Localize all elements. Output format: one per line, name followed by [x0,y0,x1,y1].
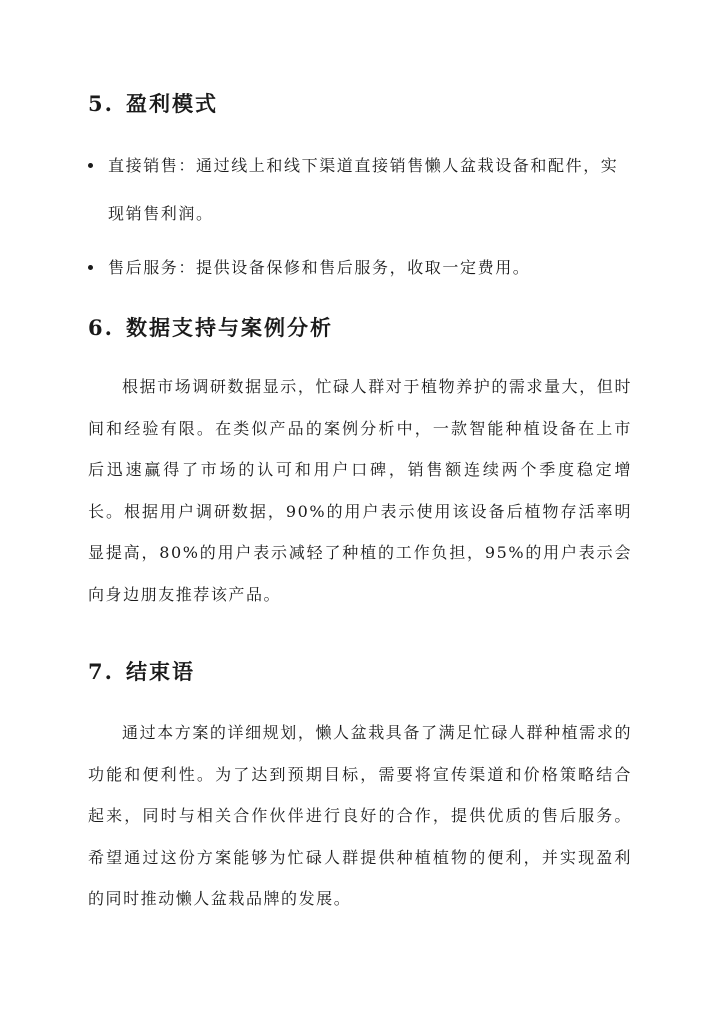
bullet-dot-icon [88,163,93,168]
data-analysis-paragraph: 根据市场调研数据显示，忙碌人群对于植物养护的需求量大，但时间和经验有限。在类似产品的案例分析中，一款智能种植设备在上市后迅速赢得了市场的认可和用户口碑，销售额连续两个季度稳定增长。根据用户调研数据，90%的用户表示使用该设备后植物存活率明显提高，80%的用户表示减轻了种植的工作负担，95%的用户表示会向身边朋友推荐该产品。 [88,377,632,604]
bullet-item-after-sales [108,244,628,292]
section-6-heading [88,312,333,342]
section-number: 7. [88,659,114,684]
section-number: 6. [88,315,114,340]
section-title: 盈利模式 [126,91,218,116]
bullet-item-direct-sales [108,142,628,238]
bullet-dot-icon [88,265,93,270]
section-title: 结束语 [126,659,195,684]
bullet-text: 直接销售：通过线上和线下渠道直接销售懒人盆栽设备和配件，实现销售利润。 [108,156,619,223]
section-5-heading [88,88,218,118]
conclusion-paragraph: 通过本方案的详细规划，懒人盆栽具备了满足忙碌人群种植需求的功能和便利性。为了达到预期目标，需要将宣传渠道和价格策略结合起来，同时与相关合作伙伴进行良好的合作，提供优质的售后服务。希望通过这份方案能够为忙碌人群提供种植植物的便利，并实现盈利的同时推动懒人盆栽品牌的发展。 [88,723,632,908]
section-number: 5. [88,91,114,116]
bullet-text: 售后服务：提供设备保修和售后服务，收取一定费用。 [108,258,531,277]
section-7-heading [88,656,195,686]
section-title: 数据支持与案例分析 [126,315,333,340]
